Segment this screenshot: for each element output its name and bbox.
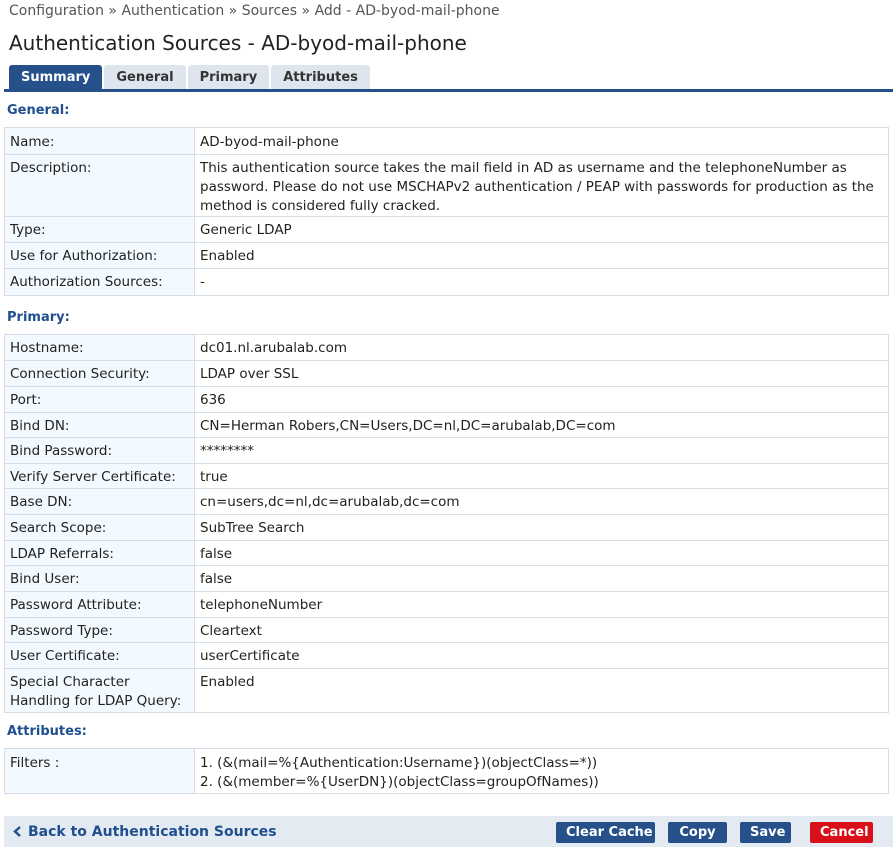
breadcrumb-item-current: Add - AD-byod-mail-phone [314, 3, 500, 19]
row-value: false [195, 541, 889, 566]
breadcrumb-item-authentication[interactable]: Authentication [121, 3, 225, 19]
breadcrumb-separator: » [108, 3, 117, 19]
row-value: telephoneNumber [195, 592, 889, 618]
breadcrumb-item-configuration[interactable]: Configuration [9, 3, 104, 19]
table-row [5, 387, 889, 413]
row-label: Name: [5, 128, 195, 155]
chevron-left-icon [13, 826, 22, 837]
row-value: LDAP over SSL [195, 361, 889, 387]
table-row [5, 217, 889, 243]
clear-cache-button[interactable]: Clear Cache [556, 822, 655, 843]
row-label: Password Type: [5, 618, 195, 643]
row-label: Description: [5, 155, 195, 217]
row-label: Hostname: [5, 335, 195, 361]
section-title-attributes: Attributes: [7, 724, 87, 739]
table-row [5, 592, 889, 618]
back-link[interactable] [13, 824, 277, 840]
table-row [5, 643, 889, 669]
breadcrumb [9, 3, 500, 19]
table-row [5, 489, 889, 515]
cancel-button[interactable]: Cancel [810, 822, 873, 843]
row-value: Enabled [195, 243, 889, 269]
row-value: false [195, 566, 889, 592]
table-row [5, 515, 889, 541]
primary-table [4, 334, 889, 713]
table-row [5, 128, 889, 155]
breadcrumb-item-sources[interactable]: Sources [241, 3, 298, 19]
table-row [5, 335, 889, 361]
tab-primary[interactable]: Primary [188, 65, 270, 89]
row-label: Bind Password: [5, 438, 195, 464]
copy-button[interactable]: Copy [668, 822, 727, 843]
tab-underline [4, 89, 893, 92]
breadcrumb-separator: » [228, 3, 238, 19]
tab-attributes[interactable]: Attributes [271, 65, 370, 89]
row-label: LDAP Referrals: [5, 541, 195, 566]
back-link-label: Back to Authentication Sources [28, 824, 277, 840]
row-label: Bind DN: [5, 413, 195, 438]
row-label: Base DN: [5, 489, 195, 515]
row-value: CN=Herman Robers,CN=Users,DC=nl,DC=arubalab,DC=com [195, 413, 889, 438]
section-title-primary: Primary: [7, 310, 70, 325]
tab-summary[interactable]: Summary [9, 65, 102, 89]
row-label: Type: [5, 217, 195, 243]
general-table [4, 127, 889, 296]
table-row [5, 566, 889, 592]
row-label: Port: [5, 387, 195, 413]
row-value: AD-byod-mail-phone [195, 128, 889, 155]
row-value: 636 [195, 387, 889, 413]
row-value: Cleartext [195, 618, 889, 643]
table-row [5, 749, 889, 794]
row-value: ******** [195, 438, 889, 464]
row-value: Generic LDAP [195, 217, 889, 243]
table-row [5, 438, 889, 464]
table-row [5, 464, 889, 489]
filters-value [195, 749, 889, 794]
row-label: Verify Server Certificate: [5, 464, 195, 489]
row-value: true [195, 464, 889, 489]
row-label: Authorization Sources: [5, 269, 195, 296]
table-row [5, 669, 889, 713]
row-value: userCertificate [195, 643, 889, 669]
row-value: SubTree Search [195, 515, 889, 541]
table-row [5, 155, 889, 217]
tab-general[interactable]: General [104, 65, 185, 89]
table-row [5, 541, 889, 566]
attributes-table [4, 748, 889, 794]
row-label: Use for Authorization: [5, 243, 195, 269]
filter-item: 2. (&(member=%{UserDN})(objectClass=groupOfNames)) [200, 774, 599, 790]
tab-bar [9, 65, 370, 89]
save-button[interactable]: Save [740, 822, 791, 843]
row-label: User Certificate: [5, 643, 195, 669]
row-label: Filters : [5, 749, 195, 794]
footer-bar [4, 816, 893, 847]
row-value: dc01.nl.arubalab.com [195, 335, 889, 361]
page-title: Authentication Sources - AD-byod-mail-phone [9, 31, 467, 55]
row-label: Search Scope: [5, 515, 195, 541]
row-label: Bind User: [5, 566, 195, 592]
row-label: Special Character Handling for LDAP Query: [5, 669, 195, 713]
breadcrumb-separator: » [301, 3, 311, 19]
table-row [5, 413, 889, 438]
table-row [5, 269, 889, 296]
row-value: - [195, 269, 889, 296]
table-row [5, 243, 889, 269]
table-row [5, 361, 889, 387]
section-title-general: General: [7, 103, 70, 118]
row-label: Password Attribute: [5, 592, 195, 618]
row-value: Enabled [195, 669, 889, 713]
row-value: This authentication source takes the mail field in AD as username and the telephoneNumber as password. Please do not use MSCHAPv2 authentication / PEAP with passwords for production as the method is considered fully cracked. [195, 155, 889, 217]
row-label: Connection Security: [5, 361, 195, 387]
row-value: cn=users,dc=nl,dc=arubalab,dc=com [195, 489, 889, 515]
filter-item: 1. (&(mail=%{Authentication:Username})(objectClass=*)) [200, 755, 598, 771]
table-row [5, 618, 889, 643]
